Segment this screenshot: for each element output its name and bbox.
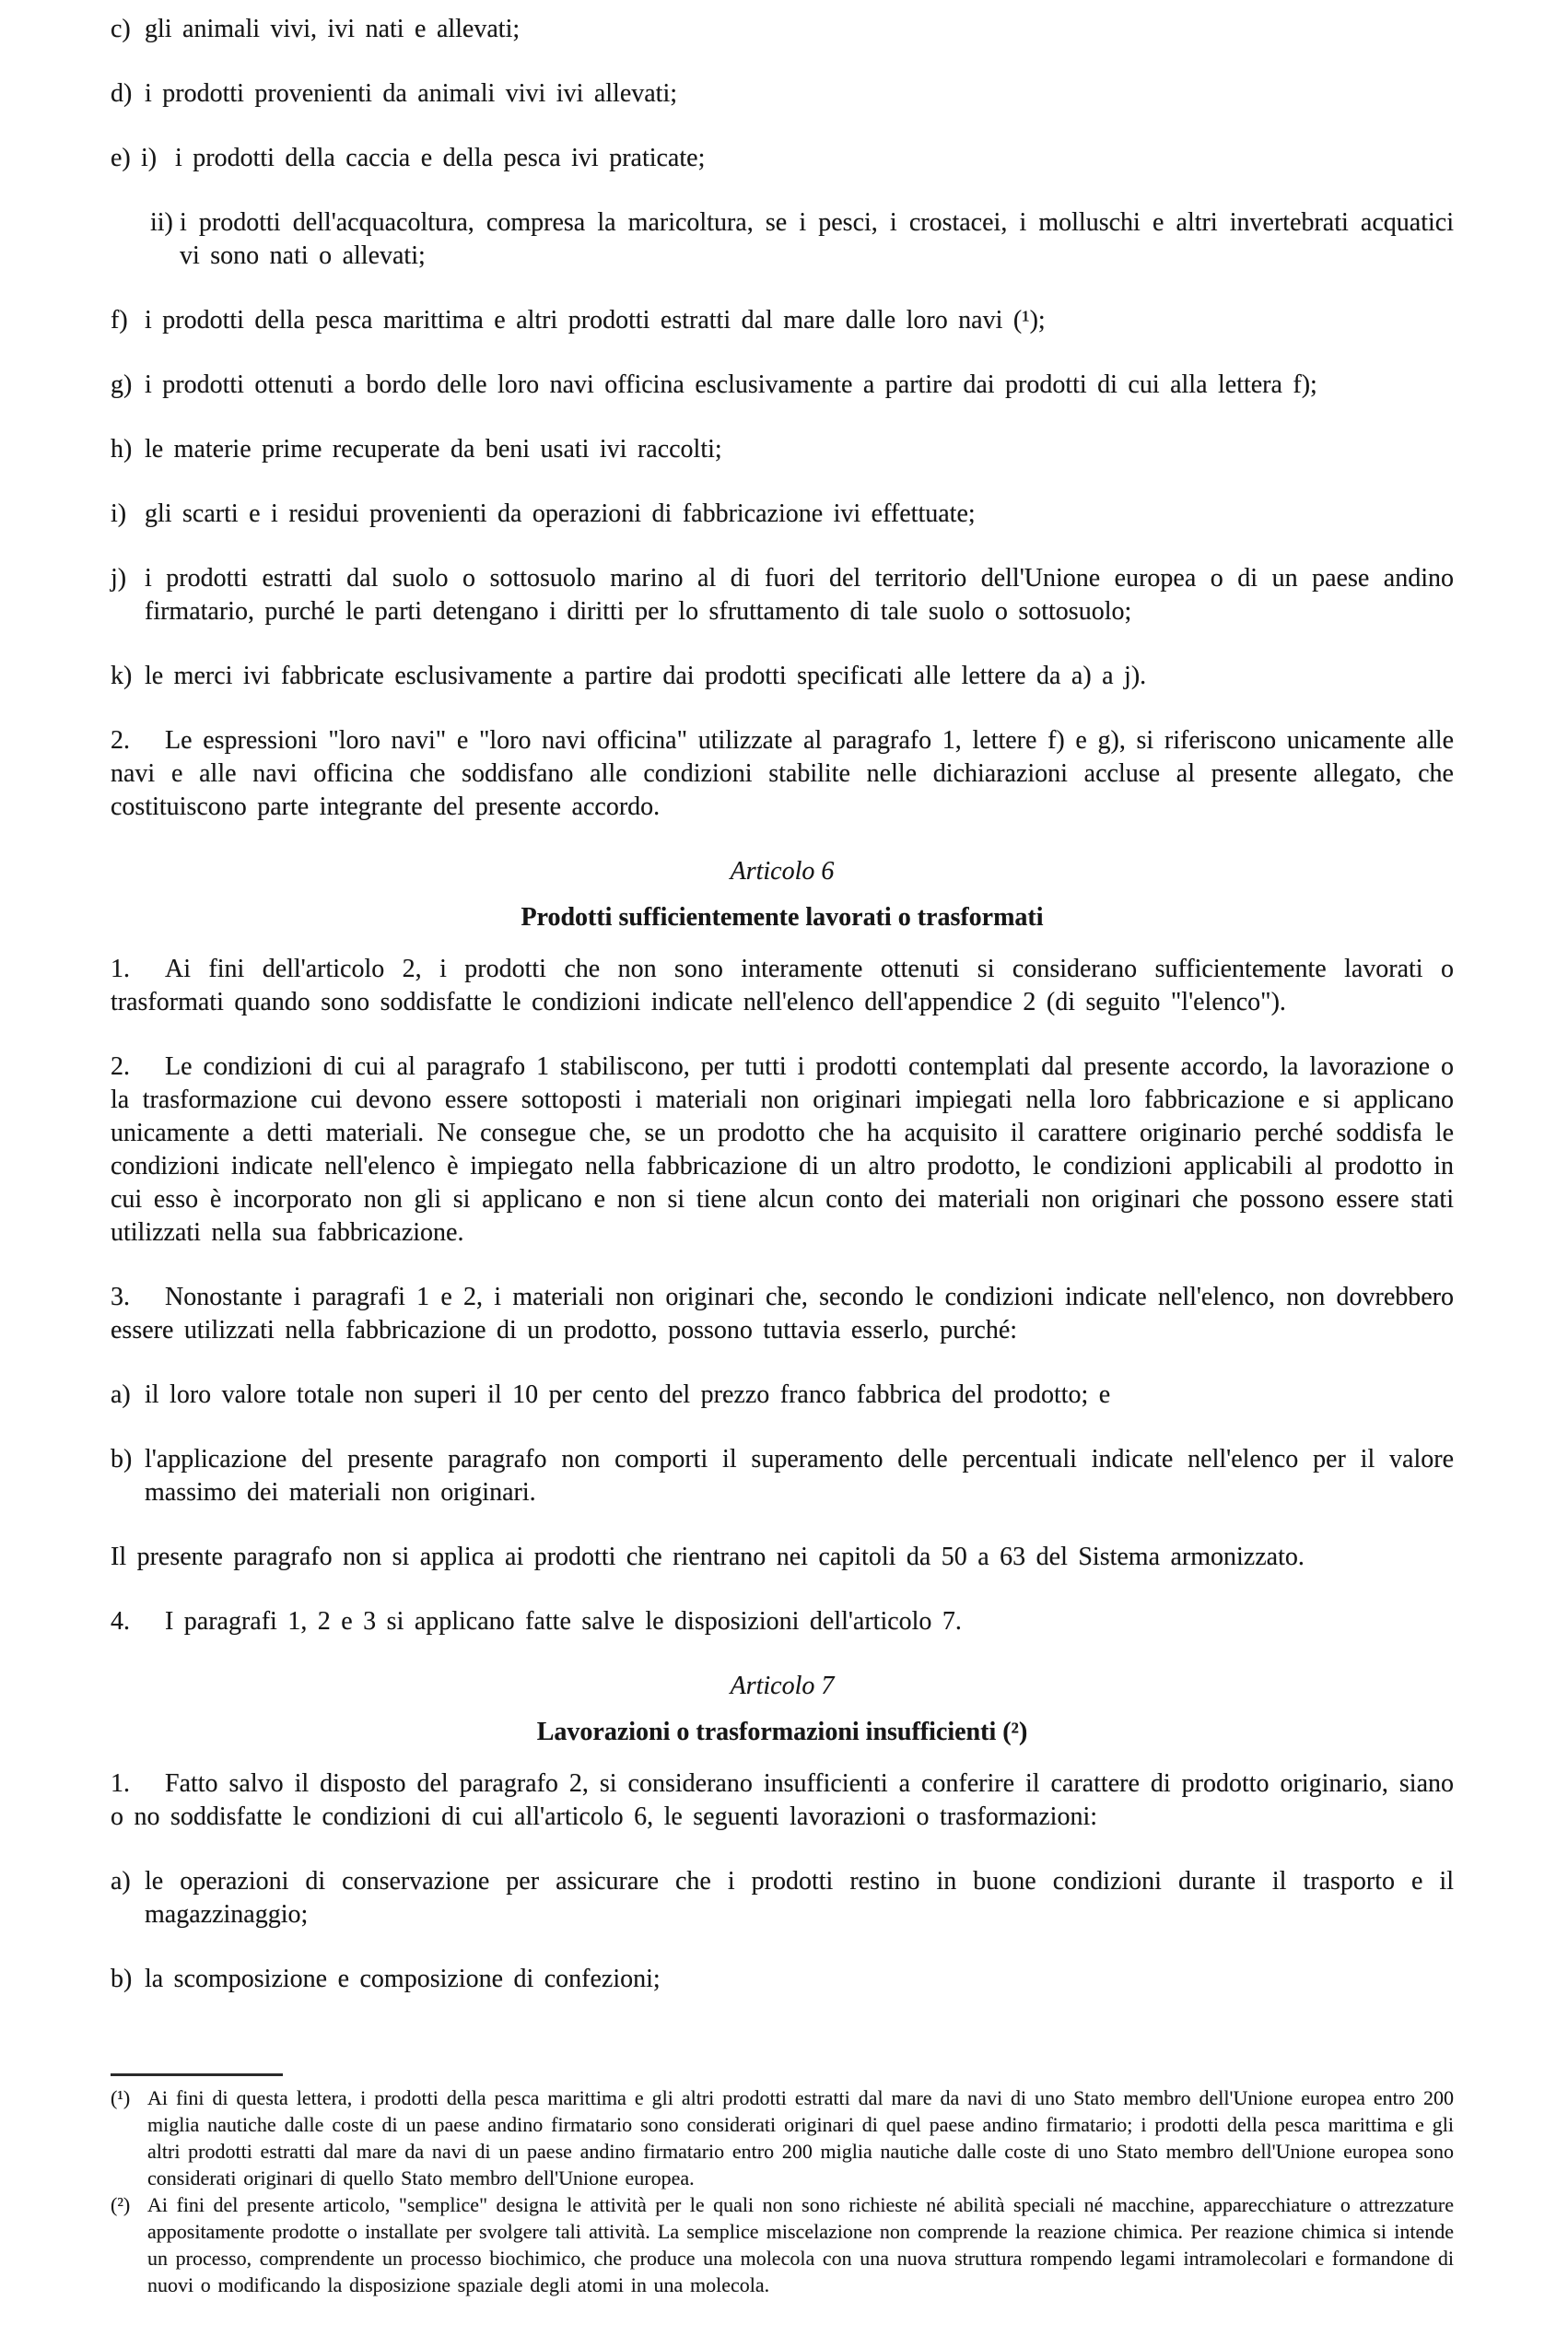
list-item-marker: d) [111,79,133,108]
list-item-text: le merci ivi fabbricate esclusivamente a partire dai prodotti specificati alle lettere da a) a j). [145,662,1147,690]
list-item-h [111,433,1454,466]
list-item-text: gli animali vivi, ivi nati e allevati; [145,15,521,43]
list-item-d [111,77,1454,111]
article-6-paragraph-3 [111,1281,1454,1347]
list-item-text: le materie prime recuperate da beni usati ivi raccolti; [145,435,722,464]
paragraph-number: 3. [111,1283,130,1311]
list-item-text: l'applicazione del presente paragrafo non comporti il superamento delle percentuali indicate nell'elenco per il valore massimo dei materiali non originari. [145,1445,1454,1507]
list-item-text: la scomposizione e composizione di confezioni; [145,1965,661,1993]
footnotes-section [111,2073,1454,2298]
list-item-marker: k) [111,662,133,690]
article-6-paragraph-3-tail: Il presente paragrafo non si applica ai prodotti che rientrano nei capitoli da 50 a 63 del Sistema armonizzato. [111,1543,1305,1571]
document-page [111,13,1454,2027]
paragraph-text: Ai fini dell'articolo 2, i prodotti che non sono interamente ottenuti si considerano sufficientemente lavorati o trasformati quando sono soddisfatte le condizioni indicate nell'elenco dell'appendice 2 (di seguito "l'elenco"). [111,955,1454,1016]
list-item-marker: g) [111,370,133,399]
list-item-marker: e) [111,144,131,172]
list-item-marker: a) [111,1867,131,1896]
paragraph-text: Fatto salvo il disposto del paragrafo 2, si considerano insufficienti a conferire il carattere di prodotto originario, siano o no soddisfatte le condizioni di cui all'articolo 6, le seguenti lavorazioni o trasformazioni: [111,1769,1454,1831]
list-item-e-ii [111,206,1454,273]
list-item-text: i prodotti provenienti da animali vivi ivi allevati; [145,79,678,108]
list-item-marker: i) [111,499,127,528]
footnote-marker: (¹) [111,2086,131,2109]
list-item-k [111,660,1454,693]
paragraph-number: 2. [111,1052,130,1081]
list-item-j [111,562,1454,628]
list-item-c [111,13,1454,46]
article-7-item-b [111,1963,1454,1996]
footnote-marker: (²) [111,2193,131,2216]
paragraph-number: 4. [111,1607,130,1636]
article-7-paragraph-1 [111,1767,1454,1834]
list-item-marker: c) [111,15,131,43]
footnote-divider [111,2073,283,2076]
paragraph-number: 2. [111,726,130,755]
list-item-marker: b) [111,1445,133,1473]
list-item-text: i prodotti estratti dal suolo o sottosuolo marino al di fuori del territorio dell'Unione europea o di un paese andino firmatario, purché le parti detengano i diritti per lo sfruttamento di tale suolo o sottosuolo; [145,564,1454,626]
paragraph-2 [111,724,1454,824]
list-item-text: il loro valore totale non superi il 10 per cento del prezzo franco fabbrica del prodotto; e [145,1380,1111,1409]
paragraph-number: 1. [111,955,130,983]
list-item-e-i [111,142,1454,175]
article-7-subtitle: Lavorazioni o trasformazioni insufficienti (²) [536,1718,1028,1746]
paragraph-text: I paragrafi 1, 2 e 3 si applicano fatte salve le disposizioni dell'articolo 7. [165,1607,962,1636]
footnote-text: Ai fini del presente articolo, "semplice" designa le attività per le quali non sono richieste né abilità speciali né macchine, apparecchiature o attrezzature appositamente prodotte o installate per svolgere tali attività. La semplice miscelazione non comprende la reazione chimica. Per reazione chimica si intende un processo, comprendente un processo biochimico, che produce una molecola con una nuova struttura rompendo legami intramolecolari e formandone di nuovi o modificando la disposizione spaziale degli atomi in una molecola. [147,2193,1454,2296]
list-item-marker: h) [111,435,133,464]
article-6-item-a [111,1379,1454,1412]
list-item-marker: j) [111,564,127,593]
list-item-g [111,369,1454,402]
list-item-marker: b) [111,1965,133,1993]
article-7-item-a [111,1865,1454,1931]
list-item-text: i prodotti della pesca marittima e altri prodotti estratti dal mare dalle loro navi (¹); [145,306,1046,335]
list-item-text: i prodotti della caccia e della pesca ivi praticate; [175,144,706,172]
paragraph-text: Nonostante i paragrafi 1 e 2, i materiali non originari che, secondo le condizioni indicate nell'elenco, non dovrebbero essere utilizzati nella fabbricazione di un prodotto, possono tuttavia esserlo, purché: [111,1283,1454,1344]
list-item-text: gli scarti e i residui provenienti da operazioni di fabbricazione ivi effettuate; [145,499,976,528]
article-6-heading: Articolo 6 [730,857,835,886]
list-item-f [111,304,1454,337]
list-item-text: le operazioni di conservazione per assicurare che i prodotti restino in buone condizioni durante il trasporto e il magazzinaggio; [145,1867,1454,1929]
list-subitem-marker: i) [141,144,158,172]
article-7-heading: Articolo 7 [730,1672,835,1700]
list-subitem-marker: ii) [150,208,173,237]
article-6-subtitle: Prodotti sufficientemente lavorati o trasformati [521,903,1044,932]
footnote-text: Ai fini di questa lettera, i prodotti della pesca marittima e gli altri prodotti estratti dal mare da navi di uno Stato membro dell'Unione europea entro 200 miglia nautiche dalle coste di un paese andino firmatario sono considerati originari di quel paese andino firmatario; i prodotti della pesca marittima e gli altri prodotti estratti dal mare da navi di un paese andino firmatario entro 200 miglia nautiche dalle coste di uno Stato membro dell'Unione europea sono considerati originari di quello Stato membro dell'Unione europea. [147,2086,1454,2190]
list-item-text: i prodotti ottenuti a bordo delle loro navi officina esclusivamente a partire dai prodotti di cui alla lettera f); [145,370,1317,399]
footnote-1 [111,2084,1454,2191]
paragraph-text: Le condizioni di cui al paragrafo 1 stabiliscono, per tutti i prodotti contemplati dal presente accordo, la lavorazione o la trasformazione cui devono essere sottoposti i materiali non originari impiegati nella loro fabbricazione e si applicano unicamente a detti materiali. Ne consegue che, se un prodotto che ha acquisito il carattere originario perché soddisfa le condizioni indicate nell'elenco è impiegato nella fabbricazione di un altro prodotto, le condizioni applicabili al prodotto in cui esso è incorporato non gli si applicano e non si tiene alcun conto dei materiali non originari che possono essere stati utilizzati nella sua fabbricazione. [111,1052,1454,1247]
footnote-2 [111,2191,1454,2298]
paragraph-number: 1. [111,1769,130,1798]
paragraph-text: Le espressioni "loro navi" e "loro navi officina" utilizzate al paragrafo 1, lettere f) e g), si riferiscono unicamente alle navi e alle navi officina che soddisfano alle condizioni stabilite nelle dichiarazioni accluse al presente allegato, che costituiscono parte integrante del presente accordo. [111,726,1454,821]
article-6-item-b [111,1443,1454,1509]
list-item-i [111,498,1454,531]
list-item-marker: a) [111,1380,131,1409]
list-item-text: i prodotti dell'acquacoltura, compresa la maricoltura, se i pesci, i crostacei, i molluschi e altri invertebrati acquatici vi sono nati o allevati; [180,208,1454,270]
article-6-paragraph-1 [111,953,1454,1019]
article-6-paragraph-4 [111,1605,1454,1638]
list-item-marker: f) [111,306,128,335]
article-6-paragraph-2 [111,1051,1454,1250]
